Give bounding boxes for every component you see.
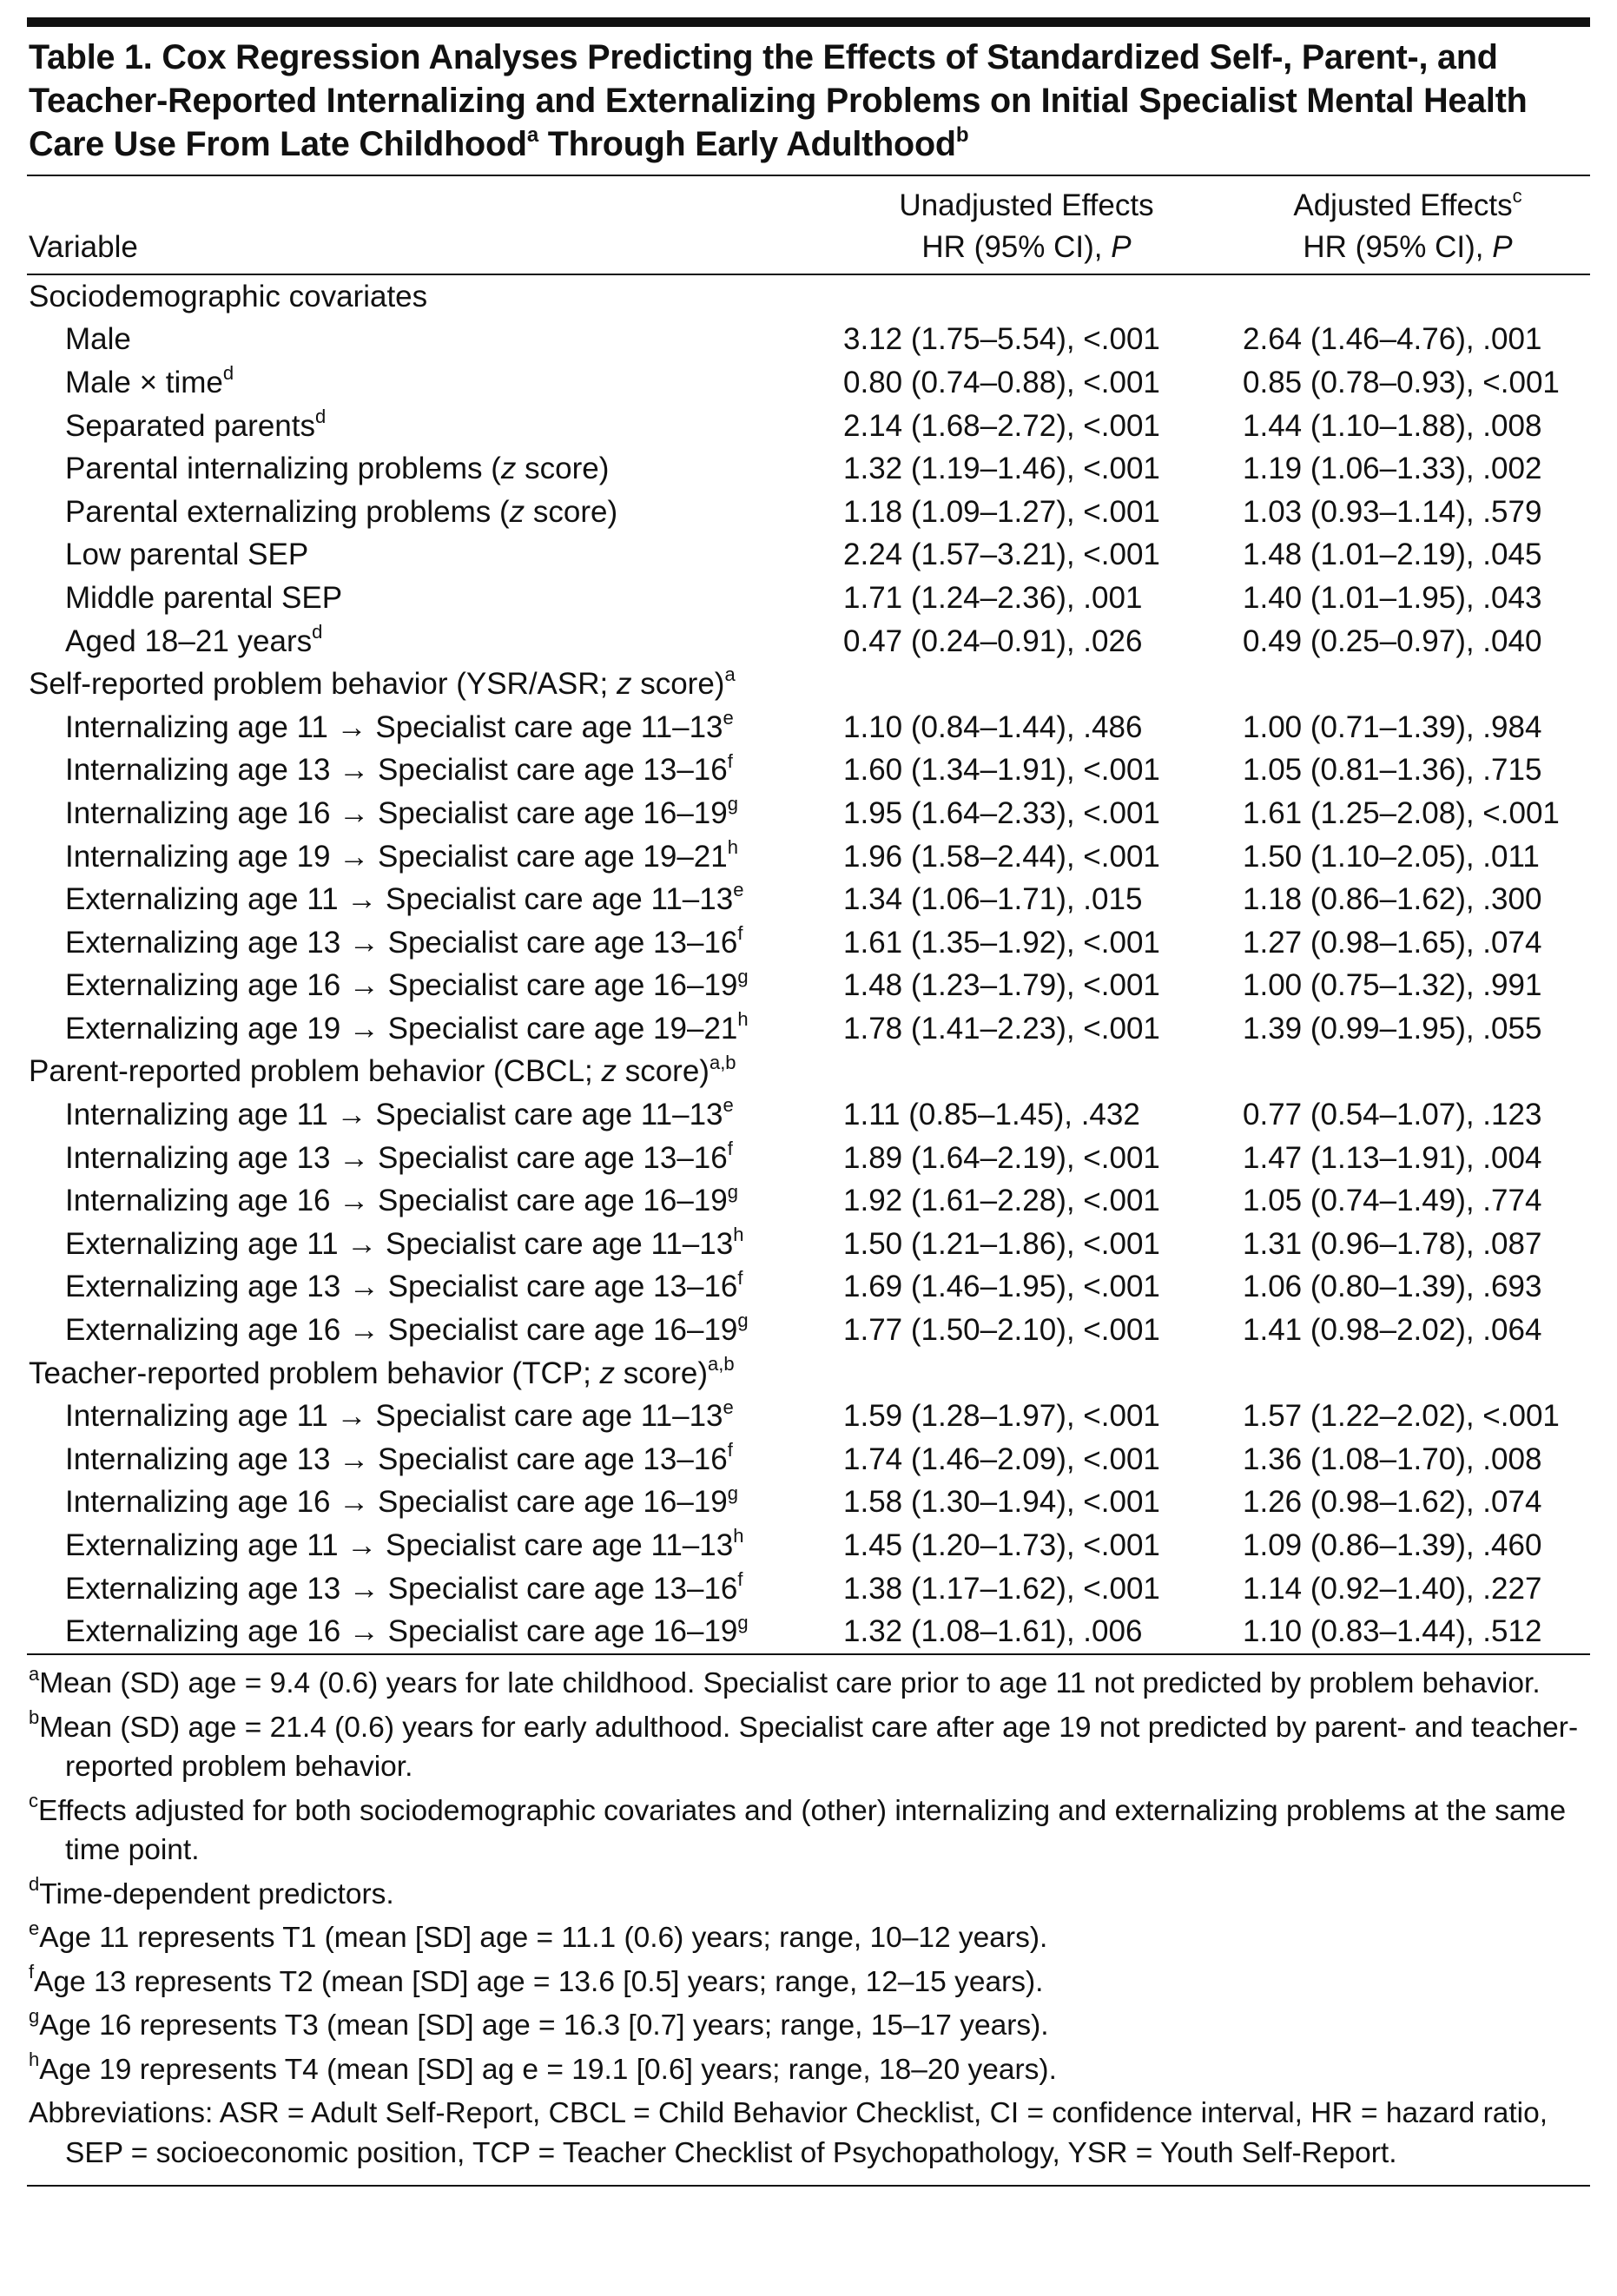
row-label [27, 792, 828, 835]
table-row [27, 405, 1590, 448]
row-label-text: Internalizing age 11 → Specialist care age 11–13 [65, 1098, 723, 1132]
row-label-text: Internalizing age 11 → Specialist care age 11–13 [65, 1399, 723, 1434]
adjusted-effect: 1.61 (1.25–2.08), <.001 [1243, 795, 1560, 830]
header-unadjusted-line2: HR (95% CI), [921, 230, 1112, 264]
unadjusted-effect: 1.69 (1.46–1.95), <.001 [843, 1270, 1160, 1304]
row-label [27, 1481, 828, 1525]
unadjusted-effect: 1.38 (1.17–1.62), <.001 [843, 1571, 1160, 1606]
unadjusted-effect: 1.48 (1.23–1.79), <.001 [843, 968, 1160, 1003]
unadjusted-effect: 1.34 (1.06–1.71), .015 [843, 882, 1143, 917]
footnote [27, 2094, 1590, 2173]
title-text-1: Table 1. Cox Regression Analyses Predicting the Effects of Standardized Self-, Parent-, and Teacher-Reported Internalizing and Externalizing Problems on Initial Specialist Mental Health Care Use From Late Childhood [29, 38, 1528, 163]
section-title-sup: a [724, 663, 736, 686]
row-label-sup: g [737, 1310, 749, 1332]
section-title-italic: z [601, 1054, 617, 1089]
footnote [27, 1875, 1590, 1915]
row-label-sup: e [733, 879, 744, 901]
footnote-mark: e [29, 1917, 40, 1939]
row-label-text: Internalizing age 16 → Specialist care age 16–19 [65, 1485, 728, 1520]
row-label [27, 835, 828, 879]
adjusted-effect: 1.40 (1.01–1.95), .043 [1243, 580, 1542, 615]
row-label-sup: e [723, 1094, 734, 1117]
table-row [27, 534, 1590, 577]
row-label-sup: e [723, 707, 734, 729]
unadjusted-effect: 1.50 (1.21–1.86), <.001 [843, 1226, 1160, 1261]
header-adjusted-p: P [1492, 230, 1513, 264]
row-label-text: Externalizing age 13 → Specialist care age 13–16 [65, 925, 738, 960]
row-label [27, 405, 828, 448]
row-label [27, 361, 828, 405]
adjusted-effect: 1.09 (0.86–1.39), .460 [1243, 1528, 1542, 1563]
footnote-text: Abbreviations: ASR = Adult Self-Report, CBCL = Child Behavior Checklist, CI = confidence interval, HR = hazard ratio, SEP = socioeconomic position, TCP = Teacher Checklist of Psychopathology, YSR = Youth Self-Report. [29, 2097, 1548, 2169]
table-row [27, 1567, 1590, 1611]
row-label-text: Internalizing age 11 → Specialist care age 11–13 [65, 709, 723, 744]
row-label-text: Aged 18–21 years [65, 623, 313, 658]
header-adjusted-sup: c [1512, 185, 1522, 208]
row-label-end: score) [516, 452, 610, 486]
adjusted-effect: 1.41 (0.98–2.02), .064 [1243, 1313, 1542, 1348]
adjusted-effect: 0.49 (0.25–0.97), .040 [1243, 623, 1542, 658]
row-label [27, 1438, 828, 1481]
unadjusted-effect: 1.10 (0.84–1.44), .486 [843, 709, 1143, 744]
header-adjusted [1225, 176, 1590, 274]
section-title [27, 274, 1590, 319]
unadjusted-effect: 0.80 (0.74–0.88), <.001 [843, 365, 1160, 399]
footnote [27, 1918, 1590, 1958]
unadjusted-effect: 3.12 (1.75–5.54), <.001 [843, 322, 1160, 357]
row-label-text: Externalizing age 16 → Specialist care age 16–19 [65, 1614, 738, 1649]
row-label [27, 319, 828, 362]
adjusted-effect: 2.64 (1.46–4.76), .001 [1243, 322, 1542, 357]
footnote-mark: f [29, 1961, 35, 1983]
section-title-text: Parent-reported problem behavior (CBCL; [29, 1054, 602, 1089]
row-label [27, 1524, 828, 1567]
table-row [27, 792, 1590, 835]
row-label [27, 1395, 828, 1438]
row-label-text: Internalizing age 13 → Specialist care age 13–16 [65, 1140, 728, 1175]
section-title-end: score) [615, 1356, 708, 1390]
section-title-italic: z [599, 1356, 616, 1390]
adjusted-effect: 1.39 (0.99–1.95), .055 [1243, 1011, 1542, 1046]
footnotes [27, 1664, 1590, 2173]
row-label-end: score) [525, 494, 618, 529]
row-label-text: Externalizing age 13 → Specialist care age 13–16 [65, 1571, 738, 1606]
row-label-sup: d [314, 405, 327, 427]
section-title-text: Teacher-reported problem behavior (TCP; [29, 1356, 600, 1390]
table-row [27, 921, 1590, 965]
footnote-mark: a [29, 1662, 40, 1685]
table-row [27, 577, 1590, 620]
footnote-text: Age 19 represents T4 (mean [SD] ag e = 19.1 [0.6] years; range, 18–20 years). [39, 2053, 1057, 2086]
adjusted-effect: 1.14 (0.92–1.40), .227 [1243, 1571, 1542, 1606]
row-label-sup: f [727, 1439, 733, 1461]
adjusted-effect: 1.26 (0.98–1.62), .074 [1243, 1485, 1542, 1520]
table-page [27, 0, 1590, 2187]
adjusted-effect: 1.36 (1.08–1.70), .008 [1243, 1442, 1542, 1476]
row-label-text: Externalizing age 16 → Specialist care age 16–19 [65, 968, 738, 1003]
row-label [27, 1137, 828, 1180]
footnote-mark: b [29, 1706, 40, 1729]
unadjusted-effect: 1.11 (0.85–1.45), .432 [843, 1098, 1140, 1132]
row-label-sup: g [727, 1481, 738, 1504]
table-row [27, 965, 1590, 1008]
row-label-text: Externalizing age 13 → Specialist care age 13–16 [65, 1270, 738, 1304]
table-row [27, 1610, 1590, 1654]
row-label-sup: f [737, 1567, 743, 1590]
footnote [27, 1791, 1590, 1870]
section-title-end: score) [616, 1054, 710, 1089]
adjusted-effect: 1.18 (0.86–1.62), .300 [1243, 882, 1542, 917]
unadjusted-effect: 1.32 (1.08–1.61), .006 [828, 1610, 1225, 1654]
adjusted-effect: 1.50 (1.10–2.05), .011 [1243, 839, 1540, 874]
unadjusted-effect: 1.95 (1.64–2.33), <.001 [843, 795, 1160, 830]
unadjusted-effect: 1.92 (1.61–2.28), <.001 [843, 1184, 1160, 1218]
header-variable-text: Variable [29, 230, 138, 264]
unadjusted-effect: 1.89 (1.64–2.19), <.001 [843, 1140, 1160, 1175]
row-label [27, 1309, 828, 1352]
row-label [27, 706, 828, 749]
adjusted-effect: 1.00 (0.71–1.39), .984 [1243, 709, 1542, 744]
row-label-text: Internalizing age 19 → Specialist care age 19–21 [65, 839, 728, 874]
adjusted-effect: 1.03 (0.93–1.14), .579 [1243, 494, 1542, 529]
row-label [27, 491, 828, 534]
row-label-text: Externalizing age 11 → Specialist care age 11–13 [65, 1528, 734, 1563]
section-title [27, 1352, 1590, 1395]
table-row [27, 1137, 1590, 1180]
adjusted-effect: 1.47 (1.13–1.91), .004 [1243, 1140, 1542, 1175]
table-row [27, 491, 1590, 534]
unadjusted-effect: 1.60 (1.34–1.91), <.001 [843, 753, 1160, 788]
adjusted-effect: 1.44 (1.10–1.88), .008 [1243, 408, 1542, 443]
adjusted-effect: 1.27 (0.98–1.65), .074 [1243, 925, 1542, 960]
row-label [27, 620, 828, 663]
row-label-sup: e [723, 1395, 734, 1418]
row-label [27, 1007, 828, 1051]
row-label [27, 965, 828, 1008]
row-label [27, 1266, 828, 1310]
unadjusted-effect: 2.14 (1.68–2.72), <.001 [843, 408, 1160, 443]
unadjusted-effect: 1.77 (1.50–2.10), <.001 [843, 1313, 1160, 1348]
row-label-sup: g [737, 965, 749, 987]
row-label-sup: h [733, 1224, 744, 1246]
row-label-text: Externalizing age 19 → Specialist care age 19–21 [65, 1011, 738, 1046]
unadjusted-effect: 1.59 (1.28–1.97), <.001 [843, 1399, 1160, 1434]
table-row [27, 1266, 1590, 1310]
table-title [29, 36, 1590, 166]
row-label-text: Externalizing age 11 → Specialist care age 11–13 [65, 882, 734, 917]
header-row [27, 176, 1590, 274]
row-label-text: Internalizing age 13 → Specialist care age 13–16 [65, 1442, 728, 1476]
row-label [27, 1223, 828, 1266]
footnote [27, 2006, 1590, 2046]
row-label-text: Male [65, 322, 131, 357]
table-row [27, 1395, 1590, 1438]
table-row [27, 620, 1590, 663]
row-label-sup: f [737, 922, 743, 945]
adjusted-effect: 1.31 (0.96–1.78), .087 [1243, 1226, 1542, 1261]
unadjusted-effect: 2.24 (1.57–3.21), <.001 [843, 538, 1160, 572]
table-row [27, 361, 1590, 405]
row-label-sup: g [727, 1180, 738, 1203]
row-label [27, 1567, 828, 1611]
row-label-sup: f [737, 1266, 743, 1289]
footnote-text: Mean (SD) age = 21.4 (0.6) years for early adulthood. Specialist care after age 19 not predicted by parent- and teacher-reported problem behavior. [39, 1711, 1579, 1783]
row-label-italic: z [509, 494, 525, 529]
section-title-sup: a,b [707, 1352, 735, 1375]
adjusted-effect: 1.06 (0.80–1.39), .693 [1243, 1270, 1542, 1304]
table-row [27, 1093, 1590, 1137]
table-row [27, 447, 1590, 491]
table-row [27, 749, 1590, 793]
bottom-rule [27, 2185, 1590, 2187]
row-label [27, 447, 828, 491]
adjusted-effect: 1.10 (0.83–1.44), .512 [1225, 1610, 1590, 1654]
table-body [27, 274, 1590, 1654]
table-row [27, 1309, 1590, 1352]
row-label-sup: d [222, 362, 234, 385]
table-row [27, 1223, 1590, 1266]
title-text-2: Through Early Adulthood [538, 125, 956, 163]
row-label-sup: f [727, 1138, 733, 1160]
row-label-text: Low parental SEP [65, 538, 309, 572]
row-label-sup: f [727, 749, 733, 772]
adjusted-effect: 0.85 (0.78–0.93), <.001 [1243, 365, 1560, 399]
adjusted-effect: 1.48 (1.01–2.19), .045 [1243, 538, 1542, 572]
footnote-text: Age 13 represents T2 (mean [SD] age = 13.6 [0.5] years; range, 12–15 years). [34, 1965, 1044, 1998]
table-row [27, 835, 1590, 879]
section-title [27, 663, 1590, 706]
row-label [27, 577, 828, 620]
row-label [27, 534, 828, 577]
header-adjusted-line2: HR (95% CI), [1303, 230, 1493, 264]
row-label-text: Internalizing age 16 → Specialist care age 16–19 [65, 795, 728, 830]
footnote-text: Age 16 represents T3 (mean [SD] age = 16.3 [0.7] years; range, 15–17 years). [39, 2009, 1049, 2042]
header-unadjusted-p: P [1111, 230, 1132, 264]
table-row [27, 1524, 1590, 1567]
footnote-text: Effects adjusted for both sociodemographic covariates and (other) internalizing and externalizing problems at the same time point. [38, 1794, 1567, 1866]
section-row [27, 1352, 1590, 1395]
adjusted-effect: 1.57 (1.22–2.02), <.001 [1243, 1399, 1560, 1434]
row-label-text: Externalizing age 11 → Specialist care age 11–13 [65, 1226, 734, 1261]
footnote [27, 1664, 1590, 1704]
section-title [27, 1051, 1590, 1094]
unadjusted-effect: 1.58 (1.30–1.94), <.001 [843, 1485, 1160, 1520]
table-row [27, 1179, 1590, 1223]
table-row [27, 319, 1590, 362]
unadjusted-effect: 1.74 (1.46–2.09), <.001 [843, 1442, 1160, 1476]
section-title-text: Sociodemographic covariates [29, 279, 428, 313]
header-unadjusted-line1: Unadjusted Effects [899, 188, 1154, 222]
row-label-sup: g [737, 1611, 749, 1633]
row-label-text: Parental internalizing problems ( [65, 452, 501, 486]
row-label [27, 1610, 828, 1654]
section-title-sup: a,b [709, 1051, 736, 1073]
section-row [27, 663, 1590, 706]
title-sup-1: a [526, 122, 538, 147]
section-row [27, 274, 1590, 319]
unadjusted-effect: 1.96 (1.58–2.44), <.001 [843, 839, 1160, 874]
footnote-mark: h [29, 2049, 40, 2071]
header-adjusted-line1: Adjusted Effects [1293, 188, 1513, 222]
adjusted-effect: 0.77 (0.54–1.07), .123 [1243, 1098, 1542, 1132]
adjusted-effect: 1.00 (0.75–1.32), .991 [1243, 968, 1542, 1003]
unadjusted-effect: 0.47 (0.24–0.91), .026 [843, 623, 1143, 658]
section-title-italic: z [616, 667, 632, 702]
footnote [27, 1963, 1590, 2002]
unadjusted-effect: 1.61 (1.35–1.92), <.001 [843, 925, 1160, 960]
row-label-text: Internalizing age 13 → Specialist care age 13–16 [65, 753, 728, 788]
unadjusted-effect: 1.78 (1.41–2.23), <.001 [843, 1011, 1160, 1046]
row-label-text: Male × time [65, 365, 223, 399]
unadjusted-effect: 1.45 (1.20–1.73), <.001 [843, 1528, 1160, 1563]
results-table [27, 176, 1590, 1655]
section-title-text: Self-reported problem behavior (YSR/ASR; [29, 667, 617, 702]
row-label-sup: g [727, 793, 738, 815]
row-label-sup: h [727, 835, 738, 858]
section-row [27, 1051, 1590, 1094]
footnote-mark: g [29, 2004, 40, 2027]
row-label-text: Internalizing age 16 → Specialist care age 16–19 [65, 1184, 728, 1218]
table-row [27, 1438, 1590, 1481]
adjusted-effect: 1.19 (1.06–1.33), .002 [1243, 452, 1542, 486]
table-row [27, 1481, 1590, 1525]
adjusted-effect: 1.05 (0.81–1.36), .715 [1243, 753, 1542, 788]
footnote-text: Mean (SD) age = 9.4 (0.6) years for late childhood. Specialist care prior to age 11 not predicted by problem behavior. [39, 1667, 1541, 1699]
row-label [27, 1093, 828, 1137]
footnote [27, 1708, 1590, 1787]
row-label [27, 1179, 828, 1223]
row-label-italic: z [500, 452, 517, 486]
footnote-text: Age 11 represents T1 (mean [SD] age = 11.1 (0.6) years; range, 10–12 years). [39, 1922, 1048, 1954]
footnote-mark: d [29, 1873, 40, 1896]
adjusted-effect: 1.05 (0.74–1.49), .774 [1243, 1184, 1542, 1218]
section-title-end: score) [631, 667, 725, 702]
row-label-text: Middle parental SEP [65, 580, 343, 615]
header-variable [27, 176, 828, 274]
row-label-sup: h [737, 1008, 749, 1031]
row-label-text: Separated parents [65, 408, 315, 443]
footnote-text: Time-dependent predictors. [39, 1877, 394, 1910]
row-label [27, 878, 828, 921]
footnote [27, 2050, 1590, 2090]
table-row [27, 878, 1590, 921]
row-label-sup: d [312, 620, 323, 643]
row-label [27, 749, 828, 793]
top-rule [27, 17, 1590, 27]
row-label-text: Externalizing age 16 → Specialist care age 16–19 [65, 1313, 738, 1348]
table-row [27, 1007, 1590, 1051]
unadjusted-effect: 1.18 (1.09–1.27), <.001 [843, 494, 1160, 529]
header-unadjusted [828, 176, 1225, 274]
unadjusted-effect: 1.32 (1.19–1.46), <.001 [843, 452, 1160, 486]
unadjusted-effect: 1.71 (1.24–2.36), .001 [843, 580, 1143, 615]
table-row [27, 706, 1590, 749]
row-label-sup: h [733, 1525, 744, 1547]
footnote-mark: c [29, 1790, 38, 1812]
title-sup-2: b [955, 122, 969, 147]
row-label-text: Parental externalizing problems ( [65, 494, 510, 529]
row-label [27, 921, 828, 965]
